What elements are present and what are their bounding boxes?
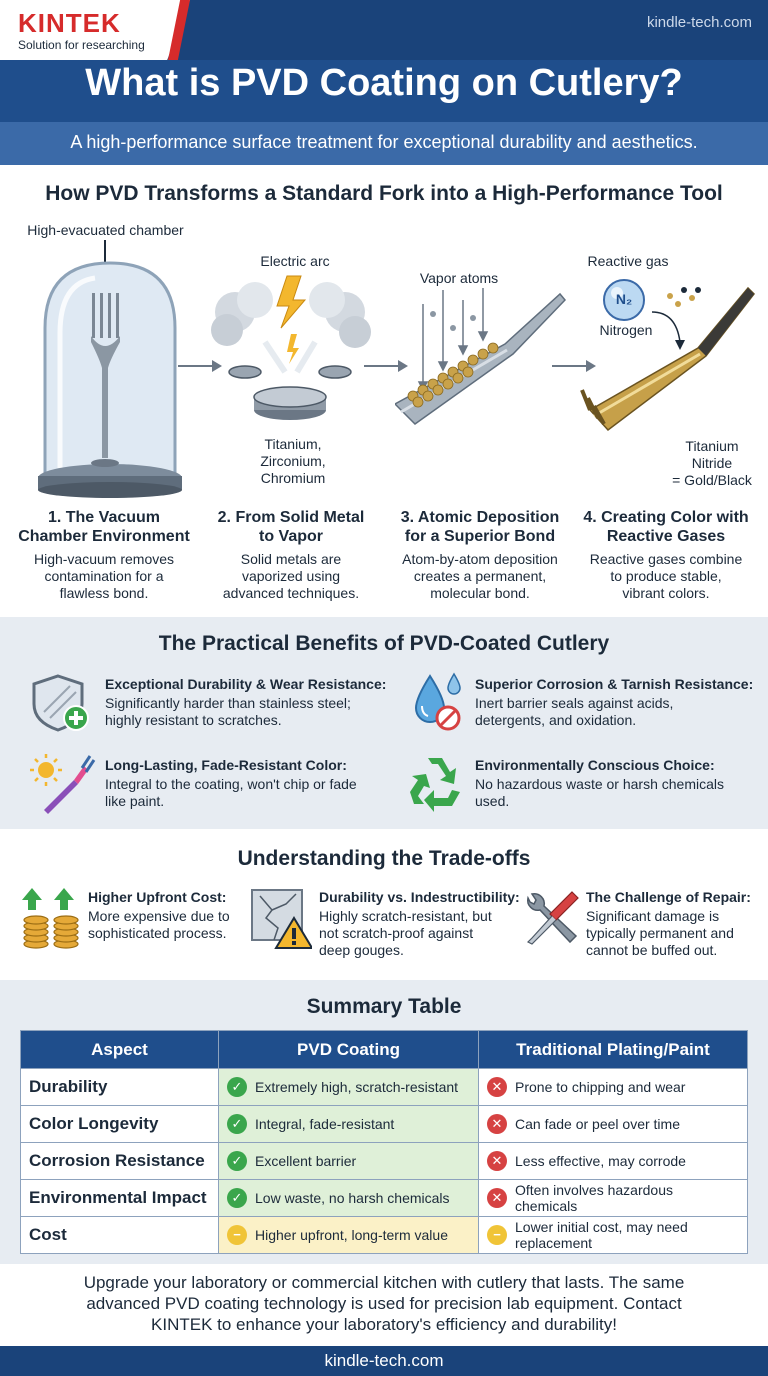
check-icon: ✓ (227, 1188, 247, 1208)
benefit-4-desc: No hazardous waste or harsh chemicals used. (475, 776, 725, 809)
trad-cell: Often involves hazardous chemicals (515, 1182, 673, 1214)
aspect-cell: Corrosion Resistance (21, 1143, 219, 1180)
table-row (21, 1180, 748, 1217)
metals-label: Titanium, Zirconium, Chromium (260, 436, 326, 486)
step-1-title: 1. The Vacuum Chamber Environment (18, 509, 190, 545)
vapor-deposition-icon (395, 284, 570, 434)
step-3-desc: Atom-by-atom deposition creates a permanent, molecular bond. (402, 551, 558, 601)
step-3-title: 3. Atomic Deposition for a Superior Bond (400, 509, 560, 545)
benefit-3-title: Long-Lasting, Fade-Resistant Color: (105, 757, 347, 773)
logo-wordmark: KINTEK (18, 8, 121, 38)
step-2-title: 2. From Solid Metal to Vapor (217, 509, 365, 545)
page-subtitle: A high-performance surface treatment for exceptional durability and aesthetics. (70, 132, 698, 152)
check-icon: ✓ (227, 1151, 247, 1171)
step-4-desc: Reactive gases combine to produce stable, vibrant colors. (589, 551, 743, 601)
tradeoff-1-desc: More expensive due to sophisticated process. (88, 908, 230, 941)
water-drop-icon (402, 670, 466, 734)
call-to-action: Upgrade your laboratory or commercial kitchen with cutlery that lasts. The same advanced PVD coating technology is used for precision lab equipment. Contact KINTEK to enhance your laboratory's efficiency and durability! (83, 1273, 685, 1334)
pvd-cell: Low waste, no harsh chemicals (255, 1190, 450, 1206)
aspect-cell: Durability (21, 1069, 219, 1106)
cross-icon: ✕ (487, 1077, 507, 1097)
header-aspect: Aspect (21, 1031, 219, 1069)
table-row (21, 1143, 748, 1180)
header-pvd: PVD Coating (219, 1031, 479, 1069)
n2-label: N₂ (615, 291, 633, 307)
pvd-cell: Excellent barrier (255, 1153, 357, 1169)
benefit-4-title: Environmentally Conscious Choice: (475, 757, 715, 773)
logo-tagline: Solution for researching (18, 38, 145, 52)
trad-cell: Prone to chipping and wear (515, 1079, 686, 1095)
wrench-screwdriver-icon (520, 886, 582, 950)
gold-fork-icon (580, 282, 758, 437)
table-row (21, 1217, 748, 1254)
check-icon: ✓ (227, 1114, 247, 1134)
benefit-1-title: Exceptional Durability & Wear Resistance: (105, 676, 387, 692)
tradeoff-2-title: Durability vs. Indestructibility: (319, 889, 520, 905)
benefit-2-desc: Inert barrier seals against acids, detergents, and oxidation. (475, 695, 674, 728)
summary-title: Summary Table (306, 995, 462, 1018)
step-1-desc: High-vacuum removes contamination for a flawless bond. (33, 551, 175, 601)
shield-plus-icon (30, 672, 92, 734)
benefit-2-title: Superior Corrosion & Tarnish Resistance: (475, 676, 754, 692)
aspect-cell: Environmental Impact (21, 1180, 219, 1217)
minus-icon: − (227, 1225, 247, 1245)
coins-arrows-icon (20, 886, 82, 950)
process-title: How PVD Transforms a Standard Fork into a High-Performance Tool (45, 182, 723, 205)
cross-icon: ✕ (487, 1151, 507, 1171)
cracked-warning-icon (250, 888, 312, 950)
tradeoff-1-title: Higher Upfront Cost: (88, 889, 227, 905)
summary-table (20, 1030, 748, 1254)
arc-label: Electric arc (260, 253, 330, 269)
header-traditional: Traditional Plating/Paint (479, 1031, 748, 1069)
site-link-top[interactable]: kindle-tech.com (646, 14, 752, 31)
nitride-label: Titanium Nitride = Gold/Black (672, 438, 752, 488)
table-row (21, 1106, 748, 1143)
table-row (21, 1069, 748, 1106)
check-icon: ✓ (227, 1077, 247, 1097)
pvd-cell: Extremely high, scratch-resistant (255, 1079, 459, 1095)
pvd-cell: Higher upfront, long-term value (255, 1227, 448, 1243)
benefit-3-desc: Integral to the coating, won't chip or fade like paint. (105, 776, 357, 809)
page-title: What is PVD Coating on Cutlery? (85, 62, 683, 104)
tradeoff-3-desc: Significant damage is typically permanent and cannot be buffed out. (586, 908, 734, 958)
chamber-label: High-evacuated chamber (27, 222, 184, 238)
aspect-cell: Cost (21, 1217, 219, 1254)
vacuum-chamber-icon (30, 238, 190, 500)
trad-cell: Less effective, may corrode (515, 1153, 686, 1169)
footer-site-link[interactable]: kindle-tech.com (324, 1351, 444, 1370)
step-4-title: 4. Creating Color with Reactive Gases (583, 509, 749, 545)
tradeoff-3-title: The Challenge of Repair: (586, 889, 751, 905)
vapor-label: Vapor atoms (419, 270, 499, 286)
cross-icon: ✕ (487, 1188, 507, 1208)
tradeoffs-title: Understanding the Trade-offs (237, 847, 531, 870)
trad-cell: Can fade or peel over time (515, 1116, 680, 1132)
benefit-1-desc: Significantly harder than stainless steel; highly resistant to scratches. (105, 695, 351, 728)
cross-icon: ✕ (487, 1114, 507, 1134)
trad-cell: Lower initial cost, may need replacement (515, 1219, 688, 1251)
aspect-cell: Color Longevity (21, 1106, 219, 1143)
benefits-title: The Practical Benefits of PVD-Coated Cutlery (158, 632, 610, 655)
electric-arc-icon (205, 272, 380, 432)
sun-fork-icon (30, 752, 96, 814)
gas-label: Reactive gas (587, 253, 669, 269)
recycle-icon (404, 752, 466, 814)
tradeoff-2-desc: Highly scratch-resistant, but not scratch-proof against deep gouges. (319, 908, 492, 958)
minus-icon: − (487, 1225, 507, 1245)
nitrogen-label: Nitrogen (599, 322, 653, 338)
pvd-cell: Integral, fade-resistant (255, 1116, 395, 1132)
step-2-desc: Solid metals are vaporized using advanced techniques. (222, 551, 360, 601)
